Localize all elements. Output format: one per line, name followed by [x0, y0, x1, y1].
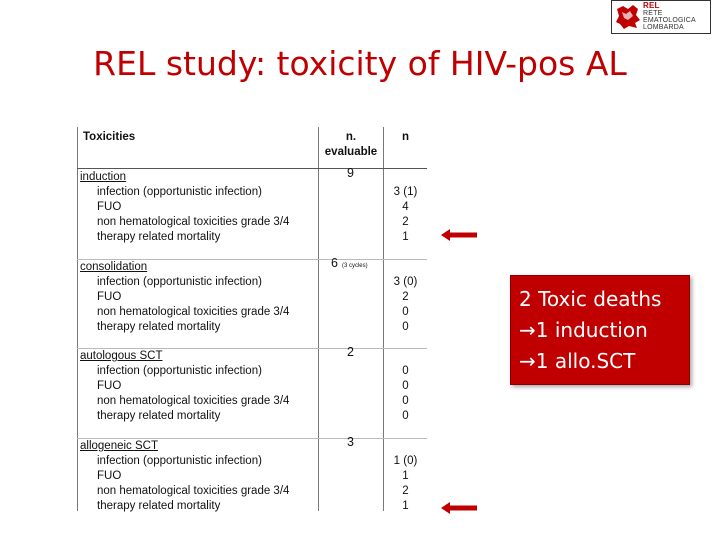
section-evaluable: [331, 256, 368, 274]
evaluable-note: (3 cycles): [341, 263, 368, 269]
evaluable-value: 3: [347, 435, 354, 449]
row-label: therapy related mortality: [97, 500, 221, 512]
header-n: n: [401, 131, 410, 143]
header-n-evaluable: n. evaluable: [324, 131, 378, 158]
arrow-left-icon: [441, 229, 477, 241]
row-n-value: 1 (0): [393, 455, 418, 467]
row-label: therapy related mortality: [97, 410, 221, 422]
row-n-value: 2: [402, 291, 409, 303]
row-label: therapy related mortality: [97, 231, 221, 243]
row-label: non hematological toxicities grade 3/4: [97, 216, 290, 228]
row-label: non hematological toxicities grade 3/4: [97, 395, 290, 407]
row-n-value: 2: [402, 216, 409, 228]
section-evaluable: [347, 345, 354, 360]
evaluable-value: 9: [347, 166, 354, 180]
row-n-value: 0: [402, 395, 409, 407]
section-evaluable: [347, 435, 354, 450]
row-label: non hematological toxicities grade 3/4: [97, 306, 290, 318]
arrow-left-icon: [441, 502, 477, 514]
section-name: consolidation: [80, 261, 148, 273]
table-left-border: [77, 127, 78, 511]
rel-logo: [611, 0, 711, 34]
row-n-value: 1: [402, 231, 409, 243]
lombardy-map-icon: [614, 3, 642, 31]
row-n-value: 3 (1): [393, 186, 418, 198]
header-divider: [77, 168, 427, 169]
evaluable-value: 6: [331, 256, 338, 270]
row-label: FUO: [97, 201, 122, 213]
row-n-value: 0: [402, 380, 409, 392]
logo-text-rete: RETE: [643, 10, 663, 17]
logo-text-ematologica: EMATOLOGICA: [643, 17, 696, 24]
row-label: infection (opportunistic infection): [97, 276, 262, 288]
toxic-deaths-callout: [510, 275, 690, 385]
callout-line-1: 2 Toxic deaths: [519, 287, 662, 311]
callout-line-3: →1 allo.SCT: [519, 349, 636, 373]
row-label: infection (opportunistic infection): [97, 455, 262, 467]
row-n-value: 3 (0): [393, 276, 418, 288]
column-divider-1: [318, 127, 319, 511]
row-label: therapy related mortality: [97, 321, 221, 333]
row-n-value: 4: [402, 201, 409, 213]
row-n-value: 0: [402, 306, 409, 318]
header-toxicities: Toxicities: [83, 131, 136, 143]
logo-text-lombarda: LOMBARDA: [643, 24, 684, 31]
row-label: infection (opportunistic infection): [97, 365, 262, 377]
section-evaluable: [347, 166, 354, 181]
row-label: FUO: [97, 291, 122, 303]
row-n-value: 0: [402, 321, 409, 333]
section-name: autologous SCT: [80, 350, 163, 362]
section-name: allogeneic SCT: [80, 440, 158, 452]
row-label: non hematological toxicities grade 3/4: [97, 485, 290, 497]
evaluable-value: 2: [347, 345, 354, 359]
row-n-value: 1: [402, 500, 409, 512]
toxicity-table: [77, 127, 427, 511]
logo-text-rel: REL: [643, 1, 660, 10]
row-label: FUO: [97, 470, 122, 482]
row-n-value: 0: [402, 410, 409, 422]
section-name: induction: [80, 171, 127, 183]
callout-line-2: →1 induction: [519, 318, 648, 342]
row-n-value: 0: [402, 365, 409, 377]
slide-title: REL study: toxicity of HIV-pos AL: [93, 44, 627, 83]
row-n-value: 1: [402, 470, 409, 482]
row-n-value: 2: [402, 485, 409, 497]
row-label: infection (opportunistic infection): [97, 186, 262, 198]
row-label: FUO: [97, 380, 122, 392]
